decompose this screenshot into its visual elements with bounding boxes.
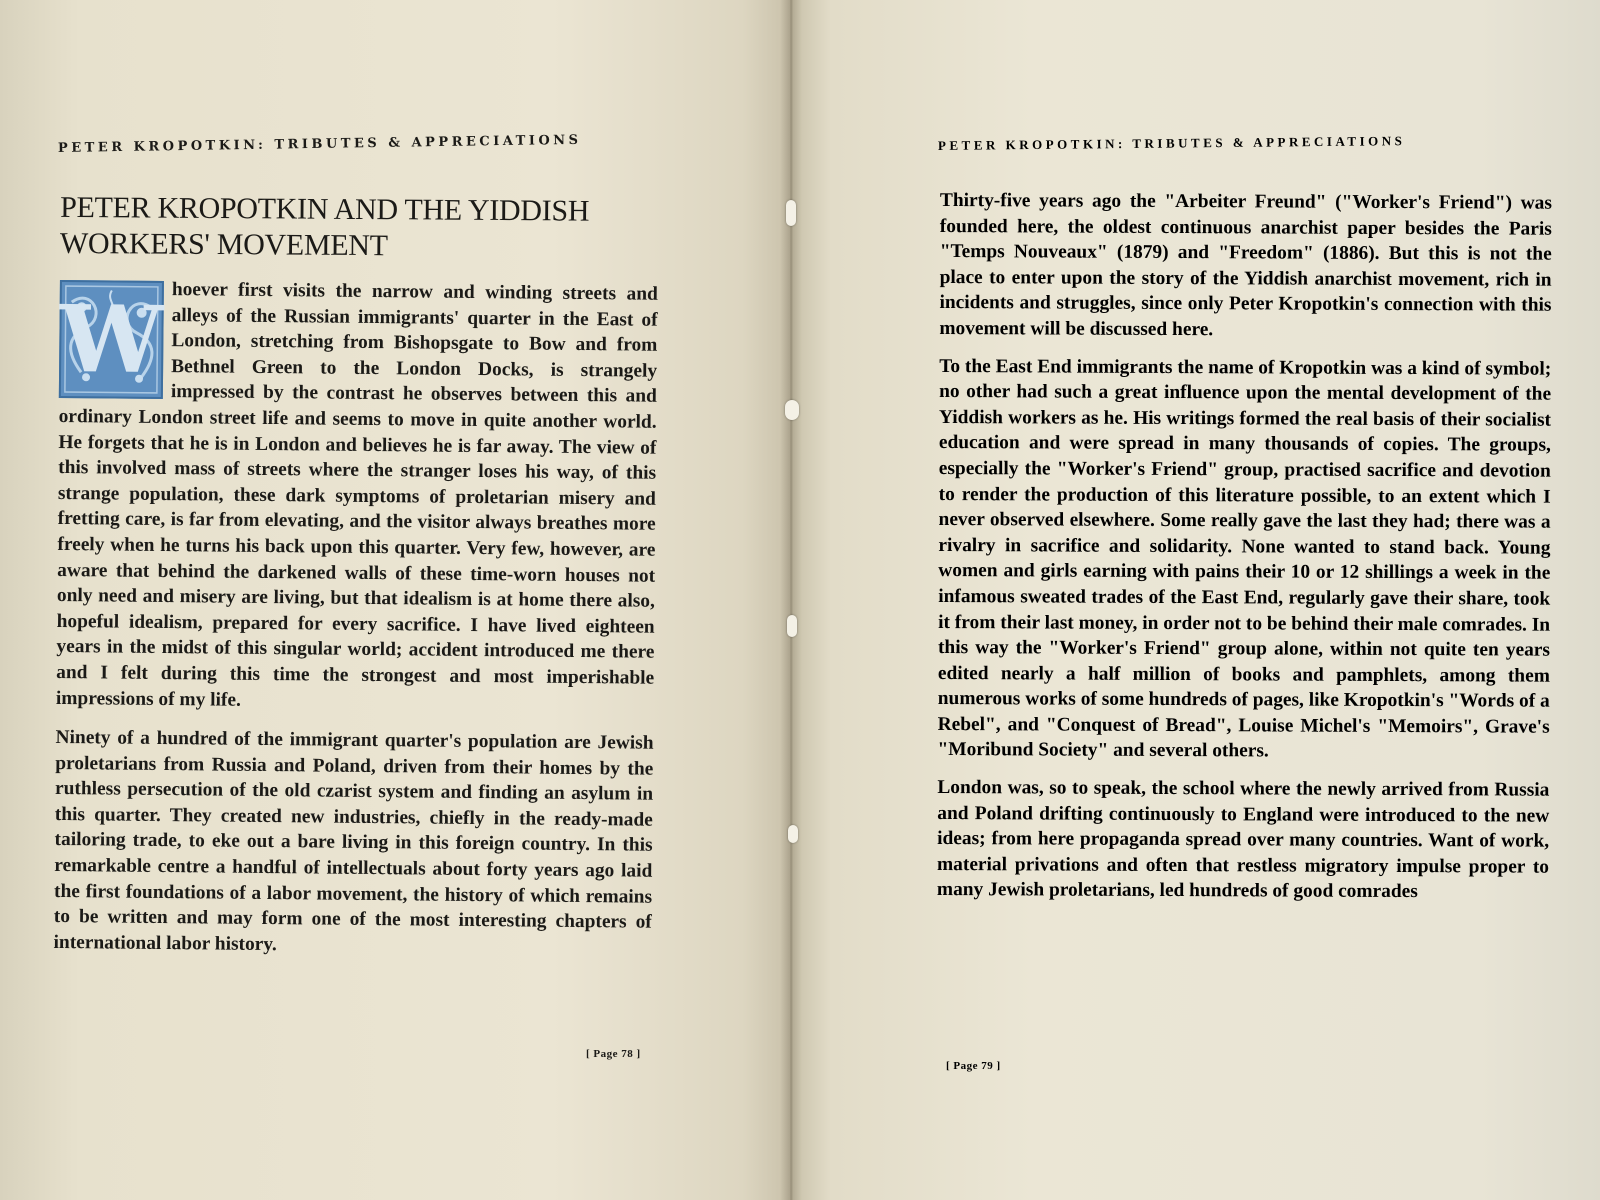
book-gutter	[780, 0, 802, 1200]
right-paragraph-2: To the East End immigrants the name of Kropotkin was a kind of symbol; no other had such a great influence upon the mental development of the Yiddish workers as he. His writings formed the real basis of their socialist education and were spread in many thousands of copies. The groups, especially the "Worker's Friend" group, practised sacrifice and devotion to render the production of this literature possible, to an extent which I never observed elsewhere. Some really gave the last they had; there was a rivalry in sacrifice and solidarity. None wanted to stand back. Young women and girls earning with pains their 10 or 12 shillings a week in the infamous sweated trades of the East End, regularly gave their share, took it from their last money, in order not to be behind their male comrades. In this way the "Worker's Friend" group alone, within not quite ten years edited nearly a half million of books and pamphlets, among them numerous works of some hundreds of pages, like Kropotkin's "Words of a Rebel", and "Conquest of Bread", Louise Michel's "Memoirs", Grave's "Moribund Society" and several others.	[937, 355, 1552, 762]
binding-stitch	[786, 200, 796, 226]
binding-stitch	[788, 825, 798, 843]
left-paragraph-1	[56, 276, 658, 717]
chapter-title-line-1: PETER KROPOTKIN AND THE YIDDISH	[60, 190, 590, 228]
right-page-number: [ Page 79 ]	[946, 1060, 1001, 1072]
left-page-number: [ Page 78 ]	[586, 1048, 641, 1060]
chapter-title-line-2: WORKERS' MOVEMENT	[59, 226, 388, 263]
chapter-title	[60, 190, 660, 266]
ornamental-initial-w	[59, 280, 164, 399]
right-body-text	[937, 188, 1552, 918]
left-running-head: PETER KROPOTKIN: TRIBUTES & APPRECIATIONS	[57, 132, 582, 156]
right-paragraph-3: London was, so to speak, the school where the newly arrived from Russia and Poland drifting continuously to England were introduced to the new ideas; from here propaganda spread over many countries. Want of work, material privations and often that restless migratory impulse proper to many Jewish proletarians, led hundreds of good comrades	[936, 777, 1550, 903]
left-paragraph-1-text: hoever first visits the narrow and winding streets and alleys of the Russian immigrants' quarter in the East of London, stretching from Bishopsgate to Bow and from Bethnel Green to the London Docks, is strangely impressed by the contrast he observes between this and ordinary London street life and seems to move in quite another world. He forgets that he is in London and believes he is far away. The view of this involved mass of streets where the stranger loses his way, of this strange population, these dark symptoms of proletarian misery and fretting care, is far from elevating, and the visitor always breathes more freely when he turns his back upon this quarter. Very few, however, are aware that behind the darkened walls of these time-worn houses not only need and misery are living, but that idealism is at home there also, hopeful idealism, prepared for every sacrifice. I have lived eighteen years in the midst of this singular world; accident introduced me there and I felt during this time the strongest and most imperishable impressions of my life.	[55, 279, 658, 711]
right-paragraph-1: Thirty-five years ago the "Arbeiter Freund" ("Worker's Friend") was founded here, the oldest continuous anarchist paper besides the Paris "Temps Nouveaux" (1879) and "Freedom" (1886). But this is not the place to enter upon the story of the Yiddish anarchist movement, rich in incidents and struggles, since only Peter Kropotkin's connection with this movement will be discussed here.	[939, 189, 1552, 341]
right-running-head: PETER KROPOTKIN: TRIBUTES & APPRECIATIONS	[937, 133, 1406, 153]
left-paragraph-2: Ninety of a hundred of the immigrant quarter's population are Jewish proletarians from Russia and Poland, driven from their homes by the ruthless persecution of the old czarist system and finding an asylum in this quarter. They created new industries, chiefly in the ready-made tailoring trade, to eke out a bare living in this foreign country. In this remarkable centre a handful of intellectuals about forty years ago laid the first foundations of a labor movement, the history of which remains to be written and may form one of the most interesting chapters of international labor history.	[53, 727, 654, 955]
binding-stitch	[787, 615, 797, 637]
left-body-text	[53, 276, 658, 973]
left-page	[0, 0, 790, 1200]
binding-stitch	[785, 400, 799, 420]
dropcap-letter: W	[59, 285, 164, 394]
